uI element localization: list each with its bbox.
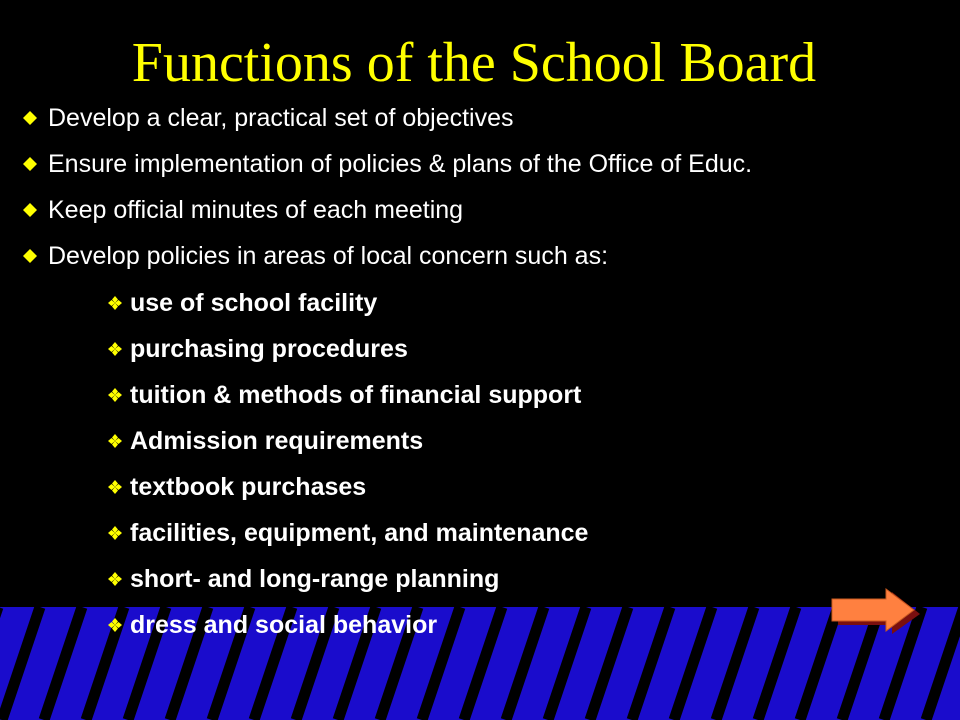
bullet-item — [22, 190, 463, 230]
sub-bullet-text: use of school facility — [130, 288, 378, 317]
bullet-item — [22, 144, 752, 184]
bullet-item — [22, 236, 608, 276]
bullet-text: Keep official minutes of each meeting — [48, 195, 464, 224]
four-diamond-bullet-icon — [108, 434, 122, 448]
bullet-item — [22, 98, 514, 138]
four-diamond-bullet-icon — [108, 526, 122, 540]
four-diamond-bullet-icon — [108, 480, 122, 494]
sub-bullet-text: short- and long-range planning — [130, 564, 500, 593]
bullet-text: Develop policies in areas of local concern such as: — [48, 241, 609, 270]
sub-bullet-text: Admission requirements — [130, 426, 424, 455]
sub-bullet-item — [108, 375, 581, 415]
sub-bullet-text: tuition & methods of financial support — [130, 380, 582, 409]
diamond-bullet-icon — [22, 110, 38, 126]
sub-bullet-text: textbook purchases — [130, 472, 367, 501]
bullet-text: Develop a clear, practical set of objectives — [48, 103, 514, 132]
four-diamond-bullet-icon — [108, 388, 122, 402]
diamond-bullet-icon — [22, 156, 38, 172]
sub-bullet-text: dress and social behavior — [130, 610, 438, 639]
sub-bullet-text: purchasing procedures — [130, 334, 408, 363]
diamond-bullet-icon — [22, 248, 38, 264]
sub-bullet-item — [108, 283, 377, 323]
four-diamond-bullet-icon — [108, 618, 122, 632]
four-diamond-bullet-icon — [108, 296, 122, 310]
diamond-bullet-icon — [22, 202, 38, 218]
sub-bullet-item — [108, 421, 423, 461]
sub-bullet-item — [108, 329, 408, 369]
slide-title: Functions of the School Board — [131, 32, 817, 94]
sub-bullet-item — [108, 467, 366, 507]
next-slide-arrow-icon[interactable] — [830, 588, 922, 636]
sub-bullet-item — [108, 605, 437, 645]
four-diamond-bullet-icon — [108, 572, 122, 586]
bullet-text: Ensure implementation of policies & plans of the Office of Educ. — [48, 149, 753, 178]
sub-bullet-item — [108, 513, 588, 553]
four-diamond-bullet-icon — [108, 342, 122, 356]
sub-bullet-text: facilities, equipment, and maintenance — [130, 518, 589, 547]
sub-bullet-item — [108, 559, 499, 599]
